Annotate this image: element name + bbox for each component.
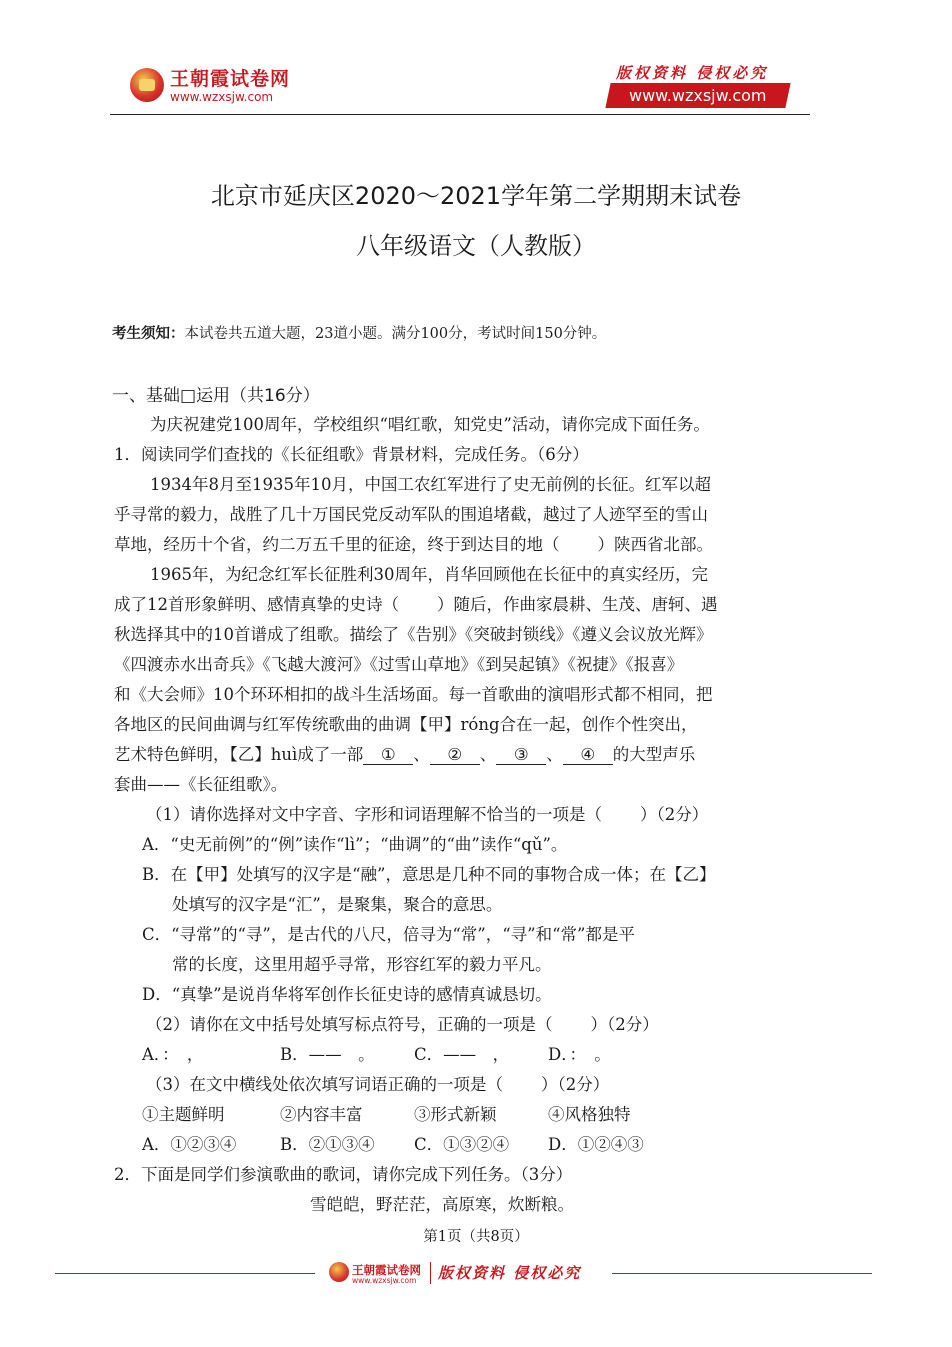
sub-question-3-stem	[146, 1071, 609, 1095]
passage-line	[114, 741, 695, 765]
site-url-text: www.wzxsjw.com	[629, 86, 767, 105]
passage-line: 套曲——《长征组歌》。	[114, 775, 288, 794]
header-divider	[110, 114, 810, 115]
passage-line: 各地区的民间曲调与红军传统歌曲的曲调【甲】róng合在一起，创作个性突出，	[114, 715, 698, 734]
option-b: B．②①③④	[280, 1135, 375, 1154]
fill-blank-4: ④	[563, 745, 613, 765]
word-3: ③形式新颖	[414, 1105, 497, 1124]
option-b: B．—— 。	[280, 1045, 375, 1064]
copyright-notice: 版权资料 侵权必究	[616, 64, 769, 82]
stem-score: ）（2分）	[640, 805, 709, 824]
stem-text: （2）请你在文中括号处填写标点符号，正确的一项是（	[146, 1015, 553, 1034]
fill-blank-1: ①	[363, 745, 413, 765]
option-c: C．—— ，	[414, 1045, 510, 1064]
exam-notice	[112, 322, 606, 343]
sub-question-1-stem	[146, 801, 708, 825]
logo-name: 王朝霞试卷网	[170, 68, 291, 90]
option-c-cont: 常的长度，这里用超乎寻常，形容红军的毅力平凡。	[172, 955, 552, 974]
stem-score: ）（2分）	[541, 1075, 610, 1094]
footer-separator	[430, 1262, 431, 1284]
fill-blank-3: ③	[496, 745, 546, 765]
page-title: 北京市延庆区2020～2021学年第二学期期末试卷	[210, 182, 742, 210]
passage-text: ）随后，作曲家晨耕、生茂、唐轲、遇	[437, 595, 718, 614]
option-a: A．： ，	[142, 1045, 204, 1064]
footer-logo-name: 王朝霞试卷网	[352, 1263, 421, 1277]
notice-label: 考生须知：	[112, 326, 185, 342]
footer-logo-url: www.wzxsjw.com	[352, 1276, 417, 1285]
option-b: B．在【甲】处填写的汉字是“融”，意思是几种不同的事物合成一体；在【乙】	[142, 865, 716, 884]
passage-text: 的大型声乐	[612, 745, 696, 764]
passage-line	[114, 531, 713, 555]
passage-line: 1934年8月至1935年10月，中国工农红军进行了史无前例的长征。红军以超	[150, 475, 711, 494]
sub-question-2-stem	[146, 1011, 659, 1035]
separator: 、	[413, 745, 430, 764]
question-1-stem: 1．阅读同学们查找的《长征组歌》背景材料，完成任务。（6分）	[114, 445, 589, 464]
footer-rule-right	[612, 1273, 872, 1274]
passage-text: ）陕西省北部。	[597, 535, 713, 554]
option-d: D．①②④③	[548, 1135, 644, 1154]
lyric-line: 雪皑皑，野茫茫，高原寒，炊断粮。	[310, 1195, 574, 1214]
word-1: ①主题鲜明	[142, 1105, 225, 1124]
option-c: C．“寻常”的“寻”，是古代的八尺，倍寻为“常”，“寻”和“常”都是平	[142, 925, 635, 944]
footer-copyright: 版权资料 侵权必究	[438, 1264, 582, 1282]
missing-glyph-box: □	[180, 386, 197, 406]
word-4: ④风格独特	[548, 1105, 631, 1124]
separator: 、	[479, 745, 497, 764]
passage-line: 乎寻常的毅力，战胜了几十万国民党反动军队的围追堵截，越过了人迹罕至的雪山	[114, 505, 708, 524]
notice-text: 本试卷共五道大题，23道小题。满分100分，考试时间150分钟。	[184, 326, 607, 342]
page-number: 第1页（共8页）	[423, 1229, 529, 1245]
word-2: ②内容丰富	[280, 1105, 363, 1124]
option-d: D．“真挚”是说肖华将军创作长征史诗的感情真诚恳切。	[142, 985, 552, 1004]
option-a: A．“史无前例”的“例”读作“lì”；“曲调”的“曲”读作“qǔ”。	[142, 835, 568, 854]
section-heading	[112, 381, 320, 406]
fill-blank-2: ②	[430, 745, 480, 765]
passage-text: 艺术特色鲜明，【乙】huì成了一部	[114, 745, 364, 764]
footer-logo-icon	[329, 1262, 349, 1282]
passage-line: 秋选择其中的10首谱成了组歌。描绘了《告别》《突破封锁线》《遵义会议放光辉》	[114, 625, 713, 644]
logo-url: www.wzxsjw.com	[170, 90, 274, 104]
site-url-banner[interactable]	[605, 83, 790, 108]
footer-rule-left	[55, 1273, 315, 1274]
passage-line	[114, 591, 718, 615]
passage-text: 成了12首形象鲜明、感情真挚的史诗（	[114, 595, 399, 614]
logo-icon	[130, 68, 164, 102]
stem-text: （3）在文中横线处依次填写词语正确的一项是（	[146, 1075, 503, 1094]
question-2-stem: 2．下面是同学们参演歌曲的歌词，请你完成下列任务。（3分）	[114, 1165, 573, 1184]
option-b-cont: 处填写的汉字是“汇”，是聚集，聚合的意思。	[172, 895, 503, 914]
option-a: A．①②③④	[142, 1135, 237, 1154]
stem-score: ）（2分）	[590, 1015, 659, 1034]
section-heading-tail: 运用（共16分）	[196, 386, 320, 406]
passage-line: 和《大会师》10个环环相扣的战斗生活场面。每一首歌曲的演唱形式都不相同，把	[114, 685, 713, 704]
passage-line: 1965年，为纪念红军长征胜利30周年，肖华回顾他在长征中的真实经历，完	[150, 565, 708, 584]
option-c: C．①③②④	[414, 1135, 510, 1154]
passage-text: 草地，经历十个省，约二万五千里的征途，终于到达目的地（	[114, 535, 560, 554]
section-intro: 为庆祝建党100周年，学校组织“唱红歌，知党史”活动，请你完成下面任务。	[150, 415, 710, 434]
page-subtitle: 八年级语文（人教版）	[356, 232, 596, 260]
passage-line: 《四渡赤水出奇兵》《飞越大渡河》《过雪山草地》《到吴起镇》《祝捷》《报喜》	[114, 655, 684, 674]
separator: 、	[546, 745, 563, 764]
option-d: D．： 。	[548, 1045, 611, 1064]
section-heading-text: 一、基础	[112, 386, 180, 406]
stem-text: （1）请你选择对文中字音、字形和词语理解不恰当的一项是（	[146, 805, 602, 824]
